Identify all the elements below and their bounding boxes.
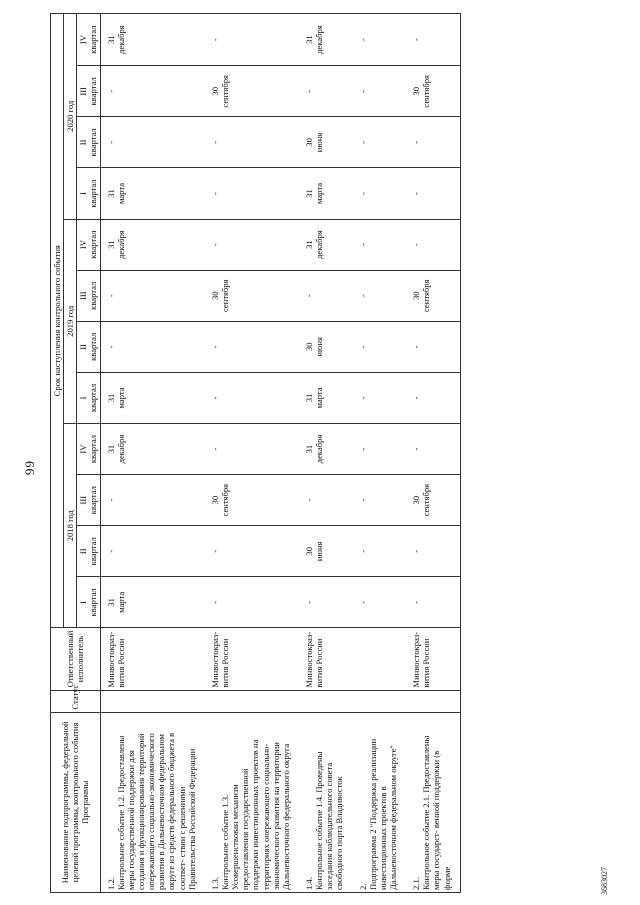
deadline-cell (406, 270, 460, 321)
quarter-numeral: I (78, 192, 89, 195)
deadline-cell (299, 577, 353, 628)
executor-cell: Минвостокраз- вития России (299, 628, 353, 690)
header-quarter (77, 66, 100, 117)
table-row (100, 14, 205, 893)
table-body (100, 14, 460, 893)
quarter-word: квартал (88, 230, 99, 259)
event-name-cell (406, 712, 460, 892)
deadline-cell (406, 168, 460, 219)
quarter-numeral: I (78, 600, 89, 604)
deadline-cell (406, 577, 460, 628)
document-code: 3683027 (600, 867, 609, 895)
quarter-word: квартал (88, 332, 99, 361)
executor-cell: Минвостокраз- вития России (205, 628, 299, 690)
quarter-numeral: I (78, 396, 89, 400)
deadline-day: - (209, 38, 220, 42)
deadline-day: 31 (105, 240, 116, 249)
deadline-cell (299, 372, 353, 423)
executor-cell (353, 628, 407, 690)
event-name-cell (100, 712, 205, 892)
deadline-cell (299, 117, 353, 168)
table-header (51, 14, 101, 893)
deadline-cell (100, 66, 205, 117)
deadline-day: - (209, 243, 220, 247)
deadline-day: 31 (105, 444, 116, 454)
deadline-cell (406, 219, 460, 270)
deadline-cell (353, 424, 407, 475)
deadline-cell (205, 372, 299, 423)
header-quarter (77, 321, 100, 372)
deadline-cell (100, 168, 205, 219)
deadline-day: - (357, 243, 368, 247)
deadline-day: - (105, 549, 116, 553)
header-quarter (77, 14, 100, 66)
deadline-cell (205, 66, 299, 117)
deadline-day: 31 (303, 393, 314, 403)
status-cell (406, 690, 460, 712)
deadline-day: 30 (209, 291, 220, 301)
deadline-day: - (357, 498, 368, 502)
deadline-cell (100, 526, 205, 577)
deadline-day: - (209, 447, 220, 451)
deadline-cell (205, 219, 299, 270)
quarter-numeral: II (78, 139, 89, 146)
header-quarter (77, 168, 100, 219)
deadline-cell (353, 475, 407, 526)
deadline-cell (406, 14, 460, 66)
event-name: Контрольное событие 2.1. Предоставлены меры государст- венной поддержки (в форме (421, 735, 452, 890)
deadline-cell (299, 14, 353, 66)
status-cell (353, 690, 407, 712)
page-number: 99 (22, 460, 37, 475)
executor-cell: Минвостокраз- вития России (406, 628, 460, 690)
deadline-day: 30 (411, 87, 422, 96)
deadline-day: - (209, 396, 220, 400)
deadline-month: декабря (115, 230, 126, 259)
quarter-word: квартал (88, 486, 99, 515)
deadline-cell (353, 219, 407, 270)
deadline-month: июня (314, 132, 325, 153)
quarter-numeral: IV (78, 35, 89, 45)
quarter-numeral: II (78, 548, 89, 555)
deadline-day: - (357, 192, 368, 195)
deadline-day: - (303, 600, 314, 604)
deadline-cell (205, 577, 299, 628)
quarter-word: квартал (88, 383, 99, 413)
deadline-month: марта (115, 591, 126, 613)
deadline-day: 30 (411, 291, 422, 301)
deadline-day: - (209, 549, 220, 553)
deadline-cell (299, 321, 353, 372)
header-quarter (77, 117, 100, 168)
deadline-cell (205, 117, 299, 168)
deadline-day: - (357, 345, 368, 349)
deadline-day: 30 (209, 87, 220, 96)
deadline-cell (406, 372, 460, 423)
control-events-table (50, 13, 461, 893)
event-name-cell (353, 712, 407, 892)
deadline-cell (100, 321, 205, 372)
deadline-month: декабря (115, 25, 126, 54)
deadline-day: - (411, 345, 422, 349)
deadline-cell (353, 321, 407, 372)
header-name: Наименование подпрограммы, федеральной целевой программы, контрольного события Программы (51, 712, 101, 892)
deadline-day: - (209, 600, 220, 604)
deadline-day: - (357, 140, 368, 144)
event-name: Контрольное событие 1.2. Предоставлены меры государственной поддержки для создания и функционирования территорий опережающего социально-экономического развития в Дальневосточном федеральном округе из средств федерального бюджета в соответ- ствии с решениями Правительства Российской Федерации (115, 732, 197, 890)
deadline-cell (205, 168, 299, 219)
deadline-day: - (411, 600, 422, 604)
deadline-cell (299, 66, 353, 117)
header-quarter (77, 270, 100, 321)
deadline-cell (406, 475, 460, 526)
deadline-month: сентября (421, 279, 432, 313)
quarter-word: квартал (88, 434, 99, 464)
deadline-month: сентября (219, 75, 230, 108)
deadline-cell (299, 475, 353, 526)
deadline-cell (205, 270, 299, 321)
deadline-day: - (357, 447, 368, 451)
event-number: 2.1. (411, 877, 422, 890)
deadline-day: 30 (411, 495, 422, 505)
header-quarter (77, 475, 100, 526)
deadline-month: декабря (314, 230, 325, 259)
quarter-numeral: IV (78, 444, 89, 454)
deadline-month: марта (314, 182, 325, 205)
deadline-day: 30 (303, 546, 314, 556)
event-number: 1.4. (303, 877, 314, 890)
event-name: Подпрограмма 2 "Поддержка реализации инвестиционных проектов в Дальневосточном федеральном округе" (367, 738, 398, 890)
table-row (299, 14, 353, 893)
quarter-numeral: III (78, 495, 89, 505)
quarter-word: квартал (88, 179, 99, 208)
deadline-day: 31 (105, 35, 116, 44)
deadline-month: декабря (115, 434, 126, 464)
quarter-numeral: III (78, 291, 89, 301)
quarter-word: квартал (88, 128, 99, 157)
deadline-cell (353, 168, 407, 219)
deadline-cell (353, 14, 407, 66)
deadline-cell (100, 577, 205, 628)
deadline-cell (100, 372, 205, 423)
deadline-month: декабря (314, 434, 325, 464)
header-executor: Ответственный исполнитель (51, 628, 101, 690)
deadline-day: - (411, 447, 422, 451)
deadline-cell (100, 270, 205, 321)
deadline-cell (406, 526, 460, 577)
table-row (353, 14, 407, 893)
deadline-cell (205, 14, 299, 66)
deadline-day: - (209, 192, 220, 195)
deadline-cell (353, 66, 407, 117)
deadline-day: 30 (209, 495, 220, 505)
header-quarter (77, 372, 100, 423)
deadline-cell (205, 475, 299, 526)
deadline-cell (353, 526, 407, 577)
deadline-day: 31 (105, 393, 116, 403)
deadline-day: - (303, 294, 314, 298)
deadline-cell (353, 270, 407, 321)
status-cell (205, 690, 299, 712)
deadline-cell (100, 219, 205, 270)
deadline-cell (406, 424, 460, 475)
quarter-word: квартал (88, 588, 99, 617)
quarter-word: квартал (88, 77, 99, 106)
header-status: Статус (51, 690, 101, 712)
event-number: 1.3. (209, 877, 220, 890)
deadline-cell (299, 526, 353, 577)
event-name-cell (299, 712, 353, 892)
header-quarter (77, 219, 100, 270)
deadline-month: сентября (421, 75, 432, 108)
deadline-cell (299, 270, 353, 321)
deadline-day: - (303, 498, 314, 502)
quarter-numeral: IV (78, 240, 89, 250)
event-number: 1.2. (105, 877, 116, 890)
header-year: 2018 год (64, 424, 77, 628)
deadline-month: сентября (219, 279, 230, 313)
quarter-numeral: II (78, 343, 89, 350)
deadline-day: 31 (303, 189, 314, 198)
deadline-day: - (105, 498, 116, 502)
deadline-cell (100, 117, 205, 168)
table-row (205, 14, 299, 893)
status-cell (299, 690, 353, 712)
deadline-cell (353, 117, 407, 168)
deadline-day: 30 (303, 342, 314, 352)
deadline-day: 31 (105, 598, 116, 607)
deadline-day: - (357, 396, 368, 400)
deadline-day: - (357, 89, 368, 93)
deadline-day: - (357, 38, 368, 42)
deadline-day: - (411, 396, 422, 400)
event-name: Контрольное событие 1.3. Усовершенствован механизм предоставления государственной поддержки инвестиционных проектов на территориях опережающего социально- экономического развития на территории Дальневосточного федерального округа (219, 739, 291, 890)
deadline-cell (406, 321, 460, 372)
header-year: 2020 год (64, 14, 77, 220)
deadline-cell (100, 424, 205, 475)
deadline-day: - (411, 192, 422, 195)
deadline-day: - (303, 89, 314, 93)
deadline-cell (353, 577, 407, 628)
deadline-cell (299, 168, 353, 219)
table-row (406, 14, 460, 893)
header-year: 2019 год (64, 219, 77, 423)
deadline-cell (406, 117, 460, 168)
deadline-month: декабря (314, 25, 325, 54)
deadline-day: 31 (105, 189, 116, 198)
header-quarter (77, 526, 100, 577)
deadline-day: 31 (303, 240, 314, 249)
header-quarter (77, 424, 100, 475)
deadline-day: - (209, 345, 220, 349)
deadline-day: - (105, 294, 116, 298)
deadline-month: сентября (219, 483, 230, 517)
deadline-day: 31 (303, 35, 314, 44)
deadline-month: марта (115, 182, 126, 205)
header-deadline: Срок наступления контрольного события (51, 14, 64, 628)
event-name-cell (205, 712, 299, 892)
deadline-day: - (411, 243, 422, 247)
deadline-day: 31 (303, 444, 314, 454)
deadline-cell (100, 14, 205, 66)
deadline-month: сентября (421, 483, 432, 517)
deadline-month: марта (115, 387, 126, 409)
status-cell (100, 690, 205, 712)
deadline-cell (299, 219, 353, 270)
quarter-word: квартал (88, 281, 99, 310)
deadline-day: - (411, 38, 422, 42)
event-name: Контрольное событие 1.4. Проведены заседания наблюдательного совета свободного порта Владивосток (314, 751, 345, 890)
deadline-cell (299, 424, 353, 475)
deadline-cell (100, 475, 205, 526)
quarter-numeral: III (78, 87, 89, 96)
quarter-word: квартал (88, 537, 99, 566)
deadline-day: - (209, 140, 220, 144)
deadline-day: - (105, 140, 116, 144)
executor-cell: Минвостокраз- вития России (100, 628, 205, 690)
deadline-cell (205, 526, 299, 577)
deadline-cell (406, 66, 460, 117)
header-quarter (77, 577, 100, 628)
deadline-day: - (357, 294, 368, 298)
deadline-day: - (357, 600, 368, 604)
deadline-cell (205, 424, 299, 475)
event-number: 2. (357, 883, 368, 890)
deadline-cell (353, 372, 407, 423)
deadline-cell (205, 321, 299, 372)
deadline-day: - (105, 89, 116, 93)
quarter-word: квартал (88, 25, 99, 54)
deadline-month: июня (314, 541, 325, 562)
deadline-day: - (411, 140, 422, 144)
deadline-day: - (411, 549, 422, 553)
deadline-month: июня (314, 337, 325, 357)
deadline-day: - (105, 345, 116, 349)
deadline-day: - (357, 549, 368, 553)
deadline-month: марта (314, 387, 325, 409)
deadline-day: 30 (303, 138, 314, 147)
